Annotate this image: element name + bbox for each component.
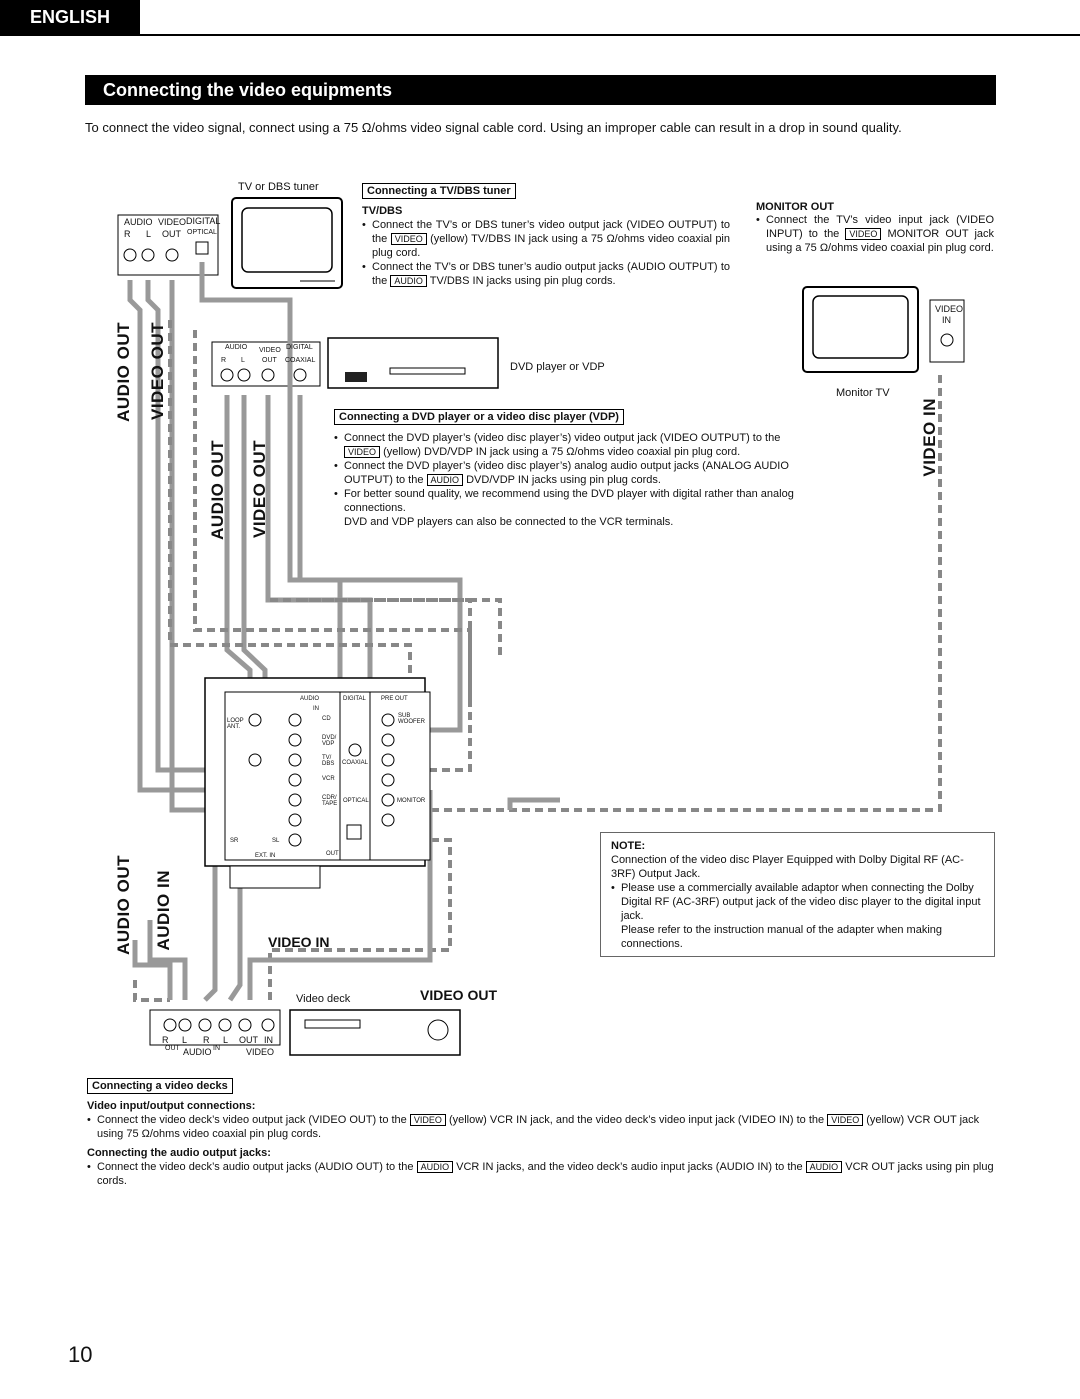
vcr-jack-audio: AUDIO [183,1047,212,1057]
dvd-jack-l-label: L [241,357,245,364]
rcv-extin-label: EXT. IN [255,853,276,859]
monitor-tv-label: Monitor TV [836,387,890,399]
vcr-heading-audio: Connecting the audio output jacks: [87,1147,271,1159]
rcv-out-label: OUT [326,851,339,857]
vcr-box-title: Connecting a video decks [87,1078,233,1094]
rcv-coaxial-label: COAXIAL [342,760,369,766]
page-number: 10 [68,1342,93,1367]
rcv-cd-label: CD [322,716,331,722]
dvd-jack-r-label: R [221,357,227,364]
note-title: NOTE: [611,840,646,852]
monitor-tv-device [803,287,918,372]
vcr-jack-in: IN [264,1035,273,1045]
tv-jack-r-label: R [124,229,131,239]
tv-dbs-device-label: TV or DBS tuner [238,181,319,193]
language-tab: ENGLISH [0,0,140,34]
rcv-optical-label: OPTICAL [343,798,369,804]
rcv-tvdbs-label: TV/ DBS [322,755,335,767]
rcv-monitor-label: MONITOR [397,798,426,804]
dvd-player-device [328,338,498,388]
tv-dbs-box-title: Connecting a TV/DBS tuner [362,183,516,199]
dvd-jack-digital-label: DIGITAL [286,344,313,351]
dvd-jack-coaxial-label: COAXIAL [285,357,316,364]
vcr-jack-in-sub: IN [213,1045,220,1052]
rcv-sl-label: SL [272,838,280,844]
tv-dbs-subtitle: TV/DBS [362,205,403,217]
vcr-jack-out-sub: OUT [165,1045,180,1052]
vcr-jack-r1: R [162,1035,169,1045]
tv-audio-out-label: AUDIO OUT [114,322,133,422]
tv-jack-optical-label: OPTICAL [187,229,217,236]
vcr-jack-l1: L [182,1035,188,1045]
rcv-preout-label: PRE OUT [381,696,408,702]
monitor-jack-in-label: IN [942,315,951,325]
vcr-paragraph-audio: • Connect the video deck’s audio output jacks (AUDIO OUT) to the AUDIO VCR IN jacks, and the video deck’s audio input jacks (AUDIO IN) to the AUDIO VCR OUT jacks using pin plug cords. [87,1160,995,1188]
vcr-audio-in-label: AUDIO IN [154,870,173,951]
monitor-out-bullet: • Connect the TV’s video input jack (VIDEO INPUT) to the VIDEO MONITOR OUT jack using a 75 Ω/ohms video coaxial pin plug cord. [756,213,994,255]
vcr-jack-l2: L [223,1035,229,1045]
note-bullet: • Please use a commercially available adaptor when connecting the Dolby Digital RF (AC-3RF) output jack of the video disc player to the digital input jack. [611,881,984,923]
vcr-video-in-label: VIDEO IN [268,934,330,950]
dvd-jack-audio-label: AUDIO [225,344,248,351]
monitor-video-in-label: VIDEO IN [920,398,939,477]
vcr-jack-video: VIDEO [246,1047,275,1057]
rcv-cdr-label: CDR/ TAPE [322,795,338,807]
tv-video-out-label: VIDEO OUT [148,322,167,421]
dvd-jack-out-label: OUT [262,357,277,364]
vcr-video-out-label: VIDEO OUT [420,987,498,1003]
rcv-vcr-label: VCR [322,776,335,782]
rcv-loopant-label: LOOP ANT. [227,718,244,730]
tv-jack-out-label: OUT [162,229,181,239]
note-line1: Connection of the video disc Player Equipped with Dolby Digital RF (AC-3RF) Output Jack. [611,854,964,880]
vcr-jack-r2: R [203,1035,210,1045]
tv-jack-video-label: VIDEO [158,217,187,227]
rcv-in-label: IN [313,706,319,712]
dvd-audio-out-label: AUDIO OUT [208,440,227,540]
dvd-video-out-label: VIDEO OUT [250,440,269,539]
monitor-jack-video-label: VIDEO [935,304,964,314]
note-box [600,832,995,957]
tv-dbs-bullets: • Connect the TV’s or DBS tuner’s video output jack (VIDEO OUTPUT) to the VIDEO (yellow) TV/DBS IN jack using a 75 Ω/ohms video coaxial pin plug cord. • Connect the TV’s or DBS tuner’s audio output jacks (AUDIO OUTPUT) to the AUDIO TV/DBS IN jacks using pin plug cords. [362,218,730,288]
rcv-dvd-label: DVD/ VDP [322,735,337,747]
video-deck-label: Video deck [296,993,351,1005]
vcr-jack-out: OUT [239,1035,258,1045]
rcv-audio-label: AUDIO [300,696,320,702]
tv-jack-l-label: L [146,229,152,239]
note-line2: Please refer to the instruction manual of the adapter when making connections. [621,924,943,950]
vcr-heading-video: Video input/output connections: [87,1100,256,1112]
vcr-paragraph-video: • Connect the video deck’s video output jack (VIDEO OUT) to the VIDEO (yellow) VCR IN jack, and the video deck’s video input jack (VIDEO IN) to the VIDEO (yellow) VCR OUT jack using 75 Ω/ohms video coaxial pin plug cords. [87,1113,995,1141]
dvd-box-title: Connecting a DVD player or a video disc player (VDP) [334,409,624,425]
video-deck-device [290,1010,460,1055]
dvd-device-label: DVD player or VDP [510,361,605,373]
dvd-bullets: • Connect the DVD player’s (video disc player’s) video output jack (VIDEO OUTPUT) to the VIDEO (yellow) DVD/VDP IN jack using a 75 Ω/ohms video coaxial pin plug cord. • Connect the DVD player’s (video disc player’s) analog audio output jacks (ANALOG AUDIO OUTPUT) to the AUDIO DVD/VDP IN jacks using pin plug cords. • For better sound quality, we recommend using the DVD player with digital rather than analog connections. DVD and VDP players can also be connected to the VCR terminals. [334,431,810,529]
tv-dbs-device [232,198,342,288]
tv-jack-digital-label: DIGITAL [186,216,221,226]
dvd-jack-video-label: VIDEO [259,347,281,354]
tv-jack-audio-label: AUDIO [124,217,153,227]
section-title: Connecting the video equipments [85,75,996,105]
rcv-sr-label: SR [230,838,239,844]
intro-text: To connect the video signal, connect using a 75 Ω/ohms video signal cable cord. Using an improper cable can result in a drop in sound quality. [85,120,902,135]
vcr-audio-out-label: AUDIO OUT [114,855,133,955]
rcv-subwoofer-label: SUB WOOFER [398,713,425,725]
rcv-digital-label: DIGITAL [343,696,366,702]
monitor-out-title: MONITOR OUT [756,201,835,213]
